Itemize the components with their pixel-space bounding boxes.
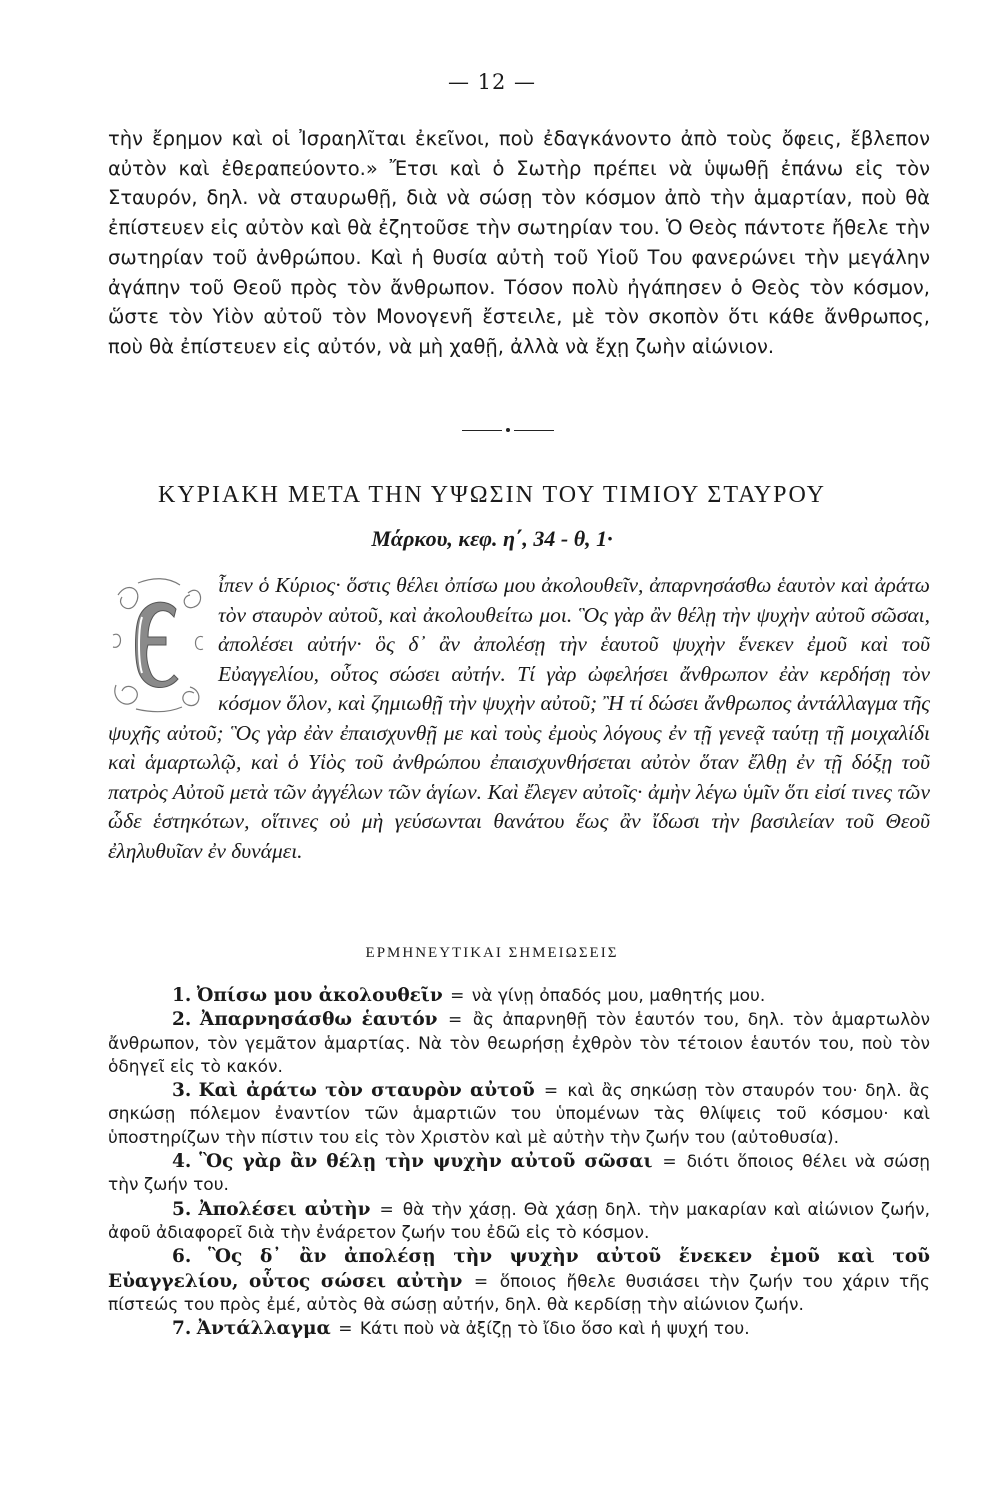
note-text: Κάτι ποὺ νὰ ἀξίζῃ τὸ ἴδιο ὅσο καὶ ἡ ψυχή του.	[359, 1319, 750, 1340]
note-term: Καὶ ἀράτω τὸν σταυρὸν αὐτοῦ	[198, 1080, 535, 1102]
note-number: 4.	[172, 1151, 192, 1173]
note-text: καὶ ἂς σηκώσῃ τὸν σταυρόν του· δηλ. ἂς σηκώσῃ πόλεμον ἐναντίον τῶν ἁμαρτιῶν του ὑπομένων τὰς θλίψεις τοῦ κόσμου· καὶ ὑποστηρίζων τὴν πίστιν του εἰς τὸν Χριστὸν καὶ μὲ αὐτὴν τὴν ζωήν του (αὐτοθυσία).	[108, 1081, 931, 1148]
note-number: 7.	[172, 1318, 192, 1340]
note-number: 2.	[172, 1009, 192, 1031]
section-title: ΚΥΡΙΑΚΗ ΜΕΤΑ ΤΗΝ ΥΨΩΣΙΝ ΤΟΥ ΤΙΜΙΟΥ ΣΤΑΥΡΟΥ	[158, 482, 826, 508]
note-equals: =	[450, 986, 465, 1006]
note-item	[108, 1317, 930, 1341]
note-number: 3.	[172, 1080, 192, 1102]
note-equals: =	[473, 1271, 489, 1292]
note-text: ἂς ἀπαρνηθῇ τὸν ἑαυτόν του, δηλ. τὸν ἁμαρτωλὸν ἄνθρωπον, τὸν γεμᾶτον ἁμαρτίας. Νὰ τὸν θεωρήσῃ ἐχθρὸν τὸν τέτοιον ἑαυτόν του, ποὺ τὸν ὁδηγεῖ εἰς τὸ κακόν.	[108, 1010, 931, 1077]
divider-dot	[506, 428, 510, 432]
note-term: Ὃς δ᾽ ἂν ἀπολέσῃ τὴν ψυχὴν αὐτοῦ ἕνεκεν ἐμοῦ καὶ τοῦ Εὐαγγελίου, οὗτος σώσει αὐτὴν	[108, 1246, 931, 1292]
divider-line-left	[462, 430, 502, 431]
note-item	[108, 1150, 930, 1198]
note-text: διότι ὅποιος θέλει νὰ σώσῃ τὴν ζωήν του.	[108, 1152, 931, 1196]
gospel-passage	[108, 571, 930, 866]
note-equals: =	[543, 1081, 559, 1102]
note-text: ὅποιος ἤθελε θυσιάσει τὴν ζωήν του χάριν τῆς πίστεώς του πρὸς ἐμέ, αὐτὸς θὰ σώσῃ αὐτήν, δηλ. θὰ κερδίσῃ τὴν αἰώνιον ζωήν.	[108, 1271, 931, 1315]
divider-line-right	[514, 430, 554, 431]
scripture-reference: Μάρκου, κεφ. η΄, 34 - θ, 1·	[371, 526, 613, 551]
note-number: 5.	[172, 1198, 192, 1220]
note-term: Ἀντάλλαγμα	[196, 1318, 331, 1340]
note-item	[108, 1198, 930, 1246]
note-text: νὰ γίνῃ ὀπαδός μου, μαθητής μου.	[471, 986, 766, 1006]
note-term: Ὀπίσω μου ἀκολουθεῖν	[196, 985, 443, 1006]
note-number: 1.	[172, 985, 192, 1006]
note-item	[108, 1008, 930, 1079]
note-equals: =	[662, 1152, 677, 1173]
gospel-text: ἶπεν ὁ Κύριος· ὅστις θέλει ὀπίσω μου ἀκολουθεῖν, ἀπαρνησάσθω ἑαυτὸν καὶ ἀράτω τὸν σταυρὸν αὐτοῦ, καὶ ἀκολουθείτω μοι. Ὃς γὰρ ἂν θέλῃ τὴν ψυχὴν αὐτοῦ σῶσαι, ἀπολέσει αὐτήν· ὃς δ᾽ ἂν ἀπολέσῃ τὴν ἑαυτοῦ ψυχὴν ἕνεκεν ἐμοῦ καὶ τοῦ Εὐαγγελίου, οὗτος σώσει αὐτήν. Τί γὰρ ὠφελήσει ἄνθρωπον ἐὰν κερδήσῃ τὸν κόσμον ὅλον, καὶ ζημιωθῇ τὴν ψυχὴν αὐτοῦ; Ἢ τί δώσει ἄνθρωπος ἀντάλλαγμα τῆς ψυχῆς αὐτοῦ; Ὃς γὰρ ἐὰν ἐπαισχυνθῇ με καὶ τοὺς ἐμοὺς λόγους ἐν τῇ γενεᾷ ταύτῃ τῇ μοιχαλίδι καὶ ἁμαρτωλῷ, καὶ ὁ Υἱὸς τοῦ ἀνθρώπου ἐπαισχυνθήσεται αὐτὸν ὅταν ἔλθῃ ἐν τῇ δόξῃ τοῦ πατρὸς Αὐτοῦ μετὰ τῶν ἀγγέλων τῶν ἁγίων. Καὶ ἔλεγεν αὐτοῖς· ἀμὴν λέγω ὑμῖν ὅτι εἰσί τινες τῶν ὧδε ἑστηκότων, οἵτινες οὐ μὴ γεύσωνται θανάτου ἕως ἂν ἴδωσι τὴν βασιλείαν τοῦ Θεοῦ ἐληλυθυῖαν ἐν δυνάμει.	[108, 573, 930, 863]
note-term: Ὃς γὰρ ἂν θέλῃ τὴν ψυχὴν αὐτοῦ σῶσαι	[199, 1151, 653, 1173]
note-equals: =	[448, 1010, 463, 1031]
note-item	[108, 1079, 930, 1150]
note-equals: =	[338, 1319, 353, 1340]
note-item	[108, 984, 930, 1008]
section-divider	[462, 430, 554, 432]
note-term: Ἀπολέσει αὐτὴν	[198, 1198, 371, 1220]
note-term: Ἀπαρνησάσθω ἑαυτόν	[199, 1009, 438, 1031]
ornamental-initial-e-icon	[108, 575, 208, 715]
note-equals: =	[379, 1199, 394, 1220]
note-text: θὰ τὴν χάσῃ. Θὰ χάσῃ δηλ. τὴν μακαρίαν καὶ αἰώνιον ζωήν, ἀφοῦ ἀδιαφορεῖ διὰ τὴν ἐνάρετον ζωήν του ἐδῶ εἰς τὸ κόσμον.	[108, 1199, 931, 1243]
intro-paragraph	[108, 124, 930, 362]
intro-text: τὴν ἔρημον καὶ οἱ Ἰσραηλῖται ἐκεῖνοι, ποὺ ἐδαγκάνοντο ἀπὸ τοὺς ὄφεις, ἔβλεπον αὐτὸν καὶ ἐθεραπεύοντο.» Ἔτσι καὶ ὁ Σωτὴρ πρέπει νὰ ὑψωθῇ ἐπάνω εἰς τὸν Σταυρόν, δηλ. νὰ σταυρωθῇ, διὰ νὰ σώσῃ τὸν κόσμον ἀπὸ τὴν ἁμαρτίαν, ποὺ θὰ ἐπίστευεν εἰς αὐτὸν καὶ θὰ ἐζητοῦσε τὴν σωτηρίαν του. Ὁ Θεὸς πάντοτε ἤθελε τὴν σωτηρίαν τοῦ ἀνθρώπου. Καὶ ἡ θυσία αὐτὴ τοῦ Υἱοῦ Του φανερώνει τὴν μεγάλην ἀγάπην τοῦ Θεοῦ πρὸς τὸν ἄνθρωπον. Τόσον πολὺ ἠγάπησεν ὁ Θεὸς τὸν κόσμον, ὥστε τὸν Υἱὸν αὐτοῦ τὸν Μονογενῆ ἔστειλε, μὲ τὸν σκοπὸν ὅτι κάθε ἄνθρωπος, ποὺ θὰ ἐπίστευεν εἰς αὐτόν, νὰ μὴ χαθῇ, ἀλλὰ νὰ ἔχῃ ζωὴν αἰώνιον.	[108, 127, 930, 358]
notes-heading: ΕΡΜΗΝΕΥΤΙΚΑΙ ΣΗΜΕΙΩΣΕΙΣ	[365, 945, 619, 961]
note-number: 6.	[172, 1246, 192, 1268]
notes-list	[108, 984, 930, 1341]
note-item	[108, 1245, 930, 1317]
page-number: — 12 —	[447, 70, 537, 94]
